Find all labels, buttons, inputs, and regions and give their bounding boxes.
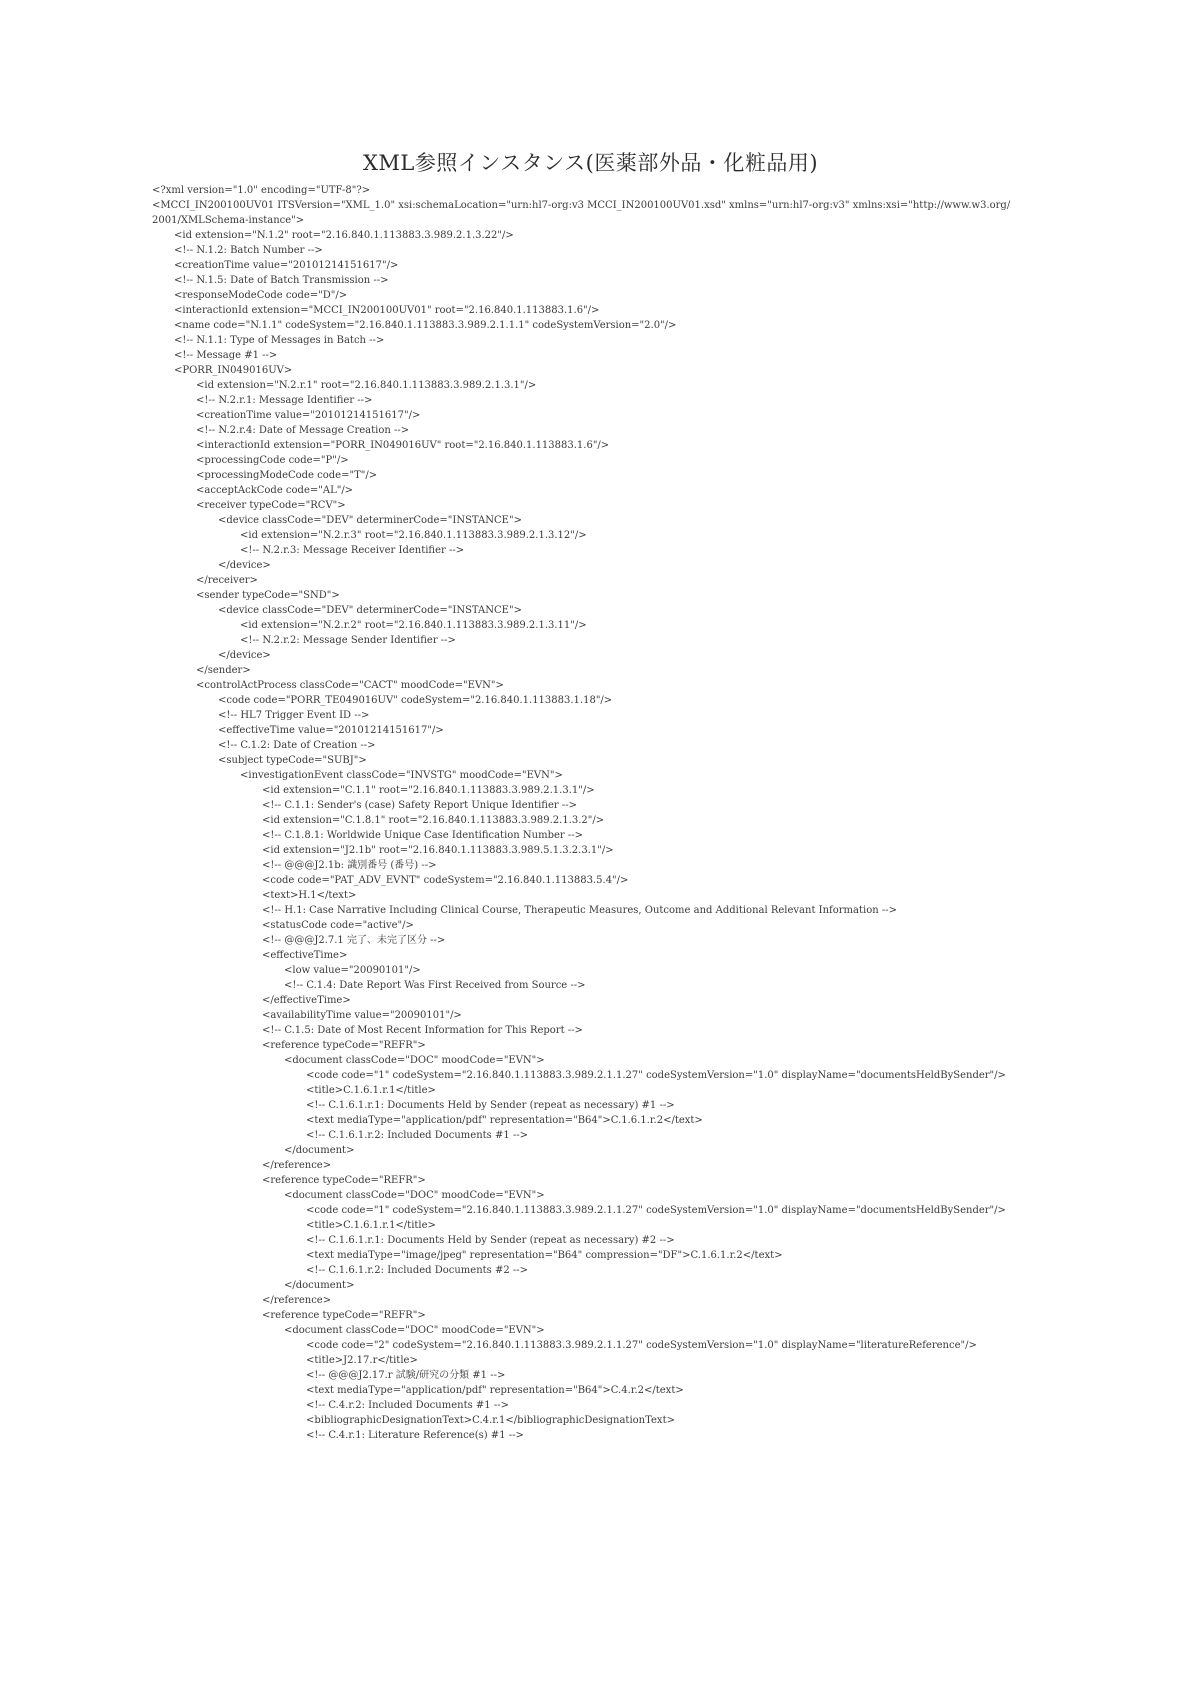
xml-line: <!-- @@@J2.17.r 試験/研究の分類 #1 -->	[306, 1370, 506, 1381]
xml-line: <reference typeCode="REFR">	[262, 1310, 426, 1321]
xml-line: <bibliographicDesignationText>C.4.r.1</bibliographicDesignationText>	[306, 1415, 675, 1426]
xml-line: <name code="N.1.1" codeSystem="2.16.840.1.113883.3.989.2.1.1.1" codeSystemVersion="2.0"/>	[174, 320, 677, 331]
xml-line: <title>C.1.6.1.r.1</title>	[306, 1085, 436, 1096]
xml-line: <title>J2.17.r</title>	[306, 1355, 418, 1366]
xml-line: <subject typeCode="SUBJ">	[218, 755, 367, 766]
xml-line: <!-- N.2.r.2: Message Sender Identifier -->	[240, 635, 456, 646]
xml-line: <code code="1" codeSystem="2.16.840.1.113883.3.989.2.1.1.27" codeSystemVersion="1.0" displayName="documentsHeldBySender"/>	[306, 1205, 1006, 1216]
xml-line: <PORR_IN049016UV>	[174, 365, 293, 376]
xml-line: <!-- HL7 Trigger Event ID -->	[218, 710, 370, 721]
xml-line: <title>C.1.6.1.r.1</title>	[306, 1220, 436, 1231]
xml-line: <document classCode="DOC" moodCode="EVN">	[284, 1055, 545, 1066]
xml-line: </document>	[284, 1280, 355, 1291]
xml-line: <text mediaType="application/pdf" representation="B64">C.1.6.1.r.2</text>	[306, 1115, 703, 1126]
xml-line: <!-- C.1.8.1: Worldwide Unique Case Identification Number -->	[262, 830, 584, 841]
xml-line: <!-- @@@J2.1b: 識別番号 (番号) -->	[262, 860, 437, 871]
xml-line: <effectiveTime>	[262, 950, 348, 961]
xml-line: <code code="PORR_TE049016UV" codeSystem="2.16.840.1.113883.1.18"/>	[218, 695, 613, 706]
xml-line: <id extension="C.1.8.1" root="2.16.840.1.113883.3.989.2.1.3.2"/>	[262, 815, 605, 826]
xml-line: <code code="PAT_ADV_EVNT" codeSystem="2.16.840.1.113883.5.4"/>	[262, 875, 629, 886]
xml-line: </reference>	[262, 1160, 332, 1171]
xml-line: </device>	[218, 560, 271, 571]
xml-line: <processingModeCode code="T"/>	[196, 470, 378, 481]
xml-line: <reference typeCode="REFR">	[262, 1175, 426, 1186]
xml-line: <id extension="N.1.2" root="2.16.840.1.113883.3.989.2.1.3.22"/>	[174, 230, 514, 241]
xml-line: <!-- C.1.4: Date Report Was First Received from Source -->	[284, 980, 586, 991]
xml-line: <!-- H.1: Case Narrative Including Clinical Course, Therapeutic Measures, Outcome and Additional Relevant Information -->	[262, 905, 897, 916]
xml-line: <investigationEvent classCode="INVSTG" moodCode="EVN">	[240, 770, 563, 781]
xml-line: <!-- N.2.r.4: Date of Message Creation -->	[196, 425, 410, 436]
xml-line: <device classCode="DEV" determinerCode="INSTANCE">	[218, 515, 522, 526]
xml-line: <document classCode="DOC" moodCode="EVN">	[284, 1325, 545, 1336]
xml-line: <interactionId extension="PORR_IN049016UV" root="2.16.840.1.113883.1.6"/>	[196, 440, 610, 451]
xml-line: <!-- @@@J2.7.1 完了、未完了区分 -->	[262, 935, 446, 946]
xml-line: <!-- N.2.r.1: Message Identifier -->	[196, 395, 373, 406]
xml-line: <!-- N.1.2: Batch Number -->	[174, 245, 323, 256]
xml-line: <!-- C.1.6.1.r.2: Included Documents #1 -->	[306, 1130, 529, 1141]
xml-line: <!-- C.4.r.1: Literature Reference(s) #1 -->	[306, 1430, 524, 1441]
xml-line: <id extension="N.2.r.1" root="2.16.840.1.113883.3.989.2.1.3.1"/>	[196, 380, 537, 391]
xml-line: </sender>	[196, 665, 251, 676]
xml-line: <document classCode="DOC" moodCode="EVN">	[284, 1190, 545, 1201]
xml-line: <!-- C.1.6.1.r.1: Documents Held by Sender (repeat as necessary) #1 -->	[306, 1100, 675, 1111]
xml-line: <code code="2" codeSystem="2.16.840.1.113883.3.989.2.1.1.27" codeSystemVersion="1.0" displayName="literatureReference"/>	[306, 1340, 977, 1351]
xml-line: <responseModeCode code="D"/>	[174, 290, 348, 301]
xml-line: <availabilityTime value="20090101"/>	[262, 1010, 462, 1021]
xml-line: </receiver>	[196, 575, 258, 586]
document-title: XML参照インスタンス(医薬部外品・化粧品用)	[362, 151, 819, 175]
xml-line: <sender typeCode="SND">	[196, 590, 340, 601]
xml-line: <processingCode code="P"/>	[196, 455, 349, 466]
xml-line: <!-- C.1.2: Date of Creation -->	[218, 740, 376, 751]
xml-line: <creationTime value="20101214151617"/>	[196, 410, 421, 421]
xml-line: <!-- C.1.5: Date of Most Recent Information for This Report -->	[262, 1025, 583, 1036]
xml-line: </document>	[284, 1145, 355, 1156]
xml-line: <?xml version="1.0" encoding="UTF-8"?>	[152, 185, 371, 196]
xml-line: <!-- C.1.1: Sender's (case) Safety Report Unique Identifier -->	[262, 800, 577, 811]
xml-line: <id extension="C.1.1" root="2.16.840.1.113883.3.989.2.1.3.1"/>	[262, 785, 595, 796]
xml-line: <reference typeCode="REFR">	[262, 1040, 426, 1051]
xml-line: <text mediaType="image/jpeg" representation="B64" compression="DF">C.1.6.1.r.2</text>	[306, 1250, 783, 1261]
xml-line: <!-- N.1.1: Type of Messages in Batch -->	[174, 335, 385, 346]
xml-line: <controlActProcess classCode="CACT" moodCode="EVN">	[196, 680, 504, 691]
xml-line: <device classCode="DEV" determinerCode="INSTANCE">	[218, 605, 522, 616]
xml-line: <MCCI_IN200100UV01 ITSVersion="XML_1.0" xsi:schemaLocation="urn:hl7-org:v3 MCCI_IN200100UV01.xsd" xmlns="urn:hl7-org:v3" xmlns:xsi="http://www.w3.org/	[152, 200, 1011, 211]
xml-line: <effectiveTime value="20101214151617"/>	[218, 725, 444, 736]
xml-line: <acceptAckCode code="AL"/>	[196, 485, 354, 496]
xml-line: <statusCode code="active"/>	[262, 920, 414, 931]
xml-line: <id extension="J2.1b" root="2.16.840.1.113883.3.989.5.1.3.2.3.1"/>	[262, 845, 614, 856]
xml-line: <low value="20090101"/>	[284, 965, 421, 976]
xml-line: 2001/XMLSchema-instance">	[152, 215, 305, 226]
xml-line: <code code="1" codeSystem="2.16.840.1.113883.3.989.2.1.1.27" codeSystemVersion="1.0" displayName="documentsHeldBySender"/>	[306, 1070, 1006, 1081]
xml-line: <id extension="N.2.r.3" root="2.16.840.1.113883.3.989.2.1.3.12"/>	[240, 530, 587, 541]
xml-line: <interactionId extension="MCCI_IN200100UV01" root="2.16.840.1.113883.1.6"/>	[174, 305, 600, 316]
xml-line: </effectiveTime>	[262, 995, 351, 1006]
xml-line: <creationTime value="20101214151617"/>	[174, 260, 399, 271]
xml-line: </reference>	[262, 1295, 332, 1306]
xml-line: <id extension="N.2.r.2" root="2.16.840.1.113883.3.989.2.1.3.11"/>	[240, 620, 587, 631]
xml-line: <!-- C.1.6.1.r.2: Included Documents #2 -->	[306, 1265, 529, 1276]
xml-line: <receiver typeCode="RCV">	[196, 500, 346, 511]
xml-line: <!-- N.1.5: Date of Batch Transmission -->	[174, 275, 389, 286]
xml-line: <text>H.1</text>	[262, 890, 357, 901]
xml-line: <!-- C.1.6.1.r.1: Documents Held by Sender (repeat as necessary) #2 -->	[306, 1235, 675, 1246]
xml-listing	[152, 183, 1032, 1443]
xml-line: </device>	[218, 650, 271, 661]
xml-line: <text mediaType="application/pdf" representation="B64">C.4.r.2</text>	[306, 1385, 684, 1396]
xml-line: <!-- Message #1 -->	[174, 350, 278, 361]
xml-line: <!-- N.2.r.3: Message Receiver Identifier -->	[240, 545, 465, 556]
xml-line: <!-- C.4.r.2: Included Documents #1 -->	[306, 1400, 509, 1411]
